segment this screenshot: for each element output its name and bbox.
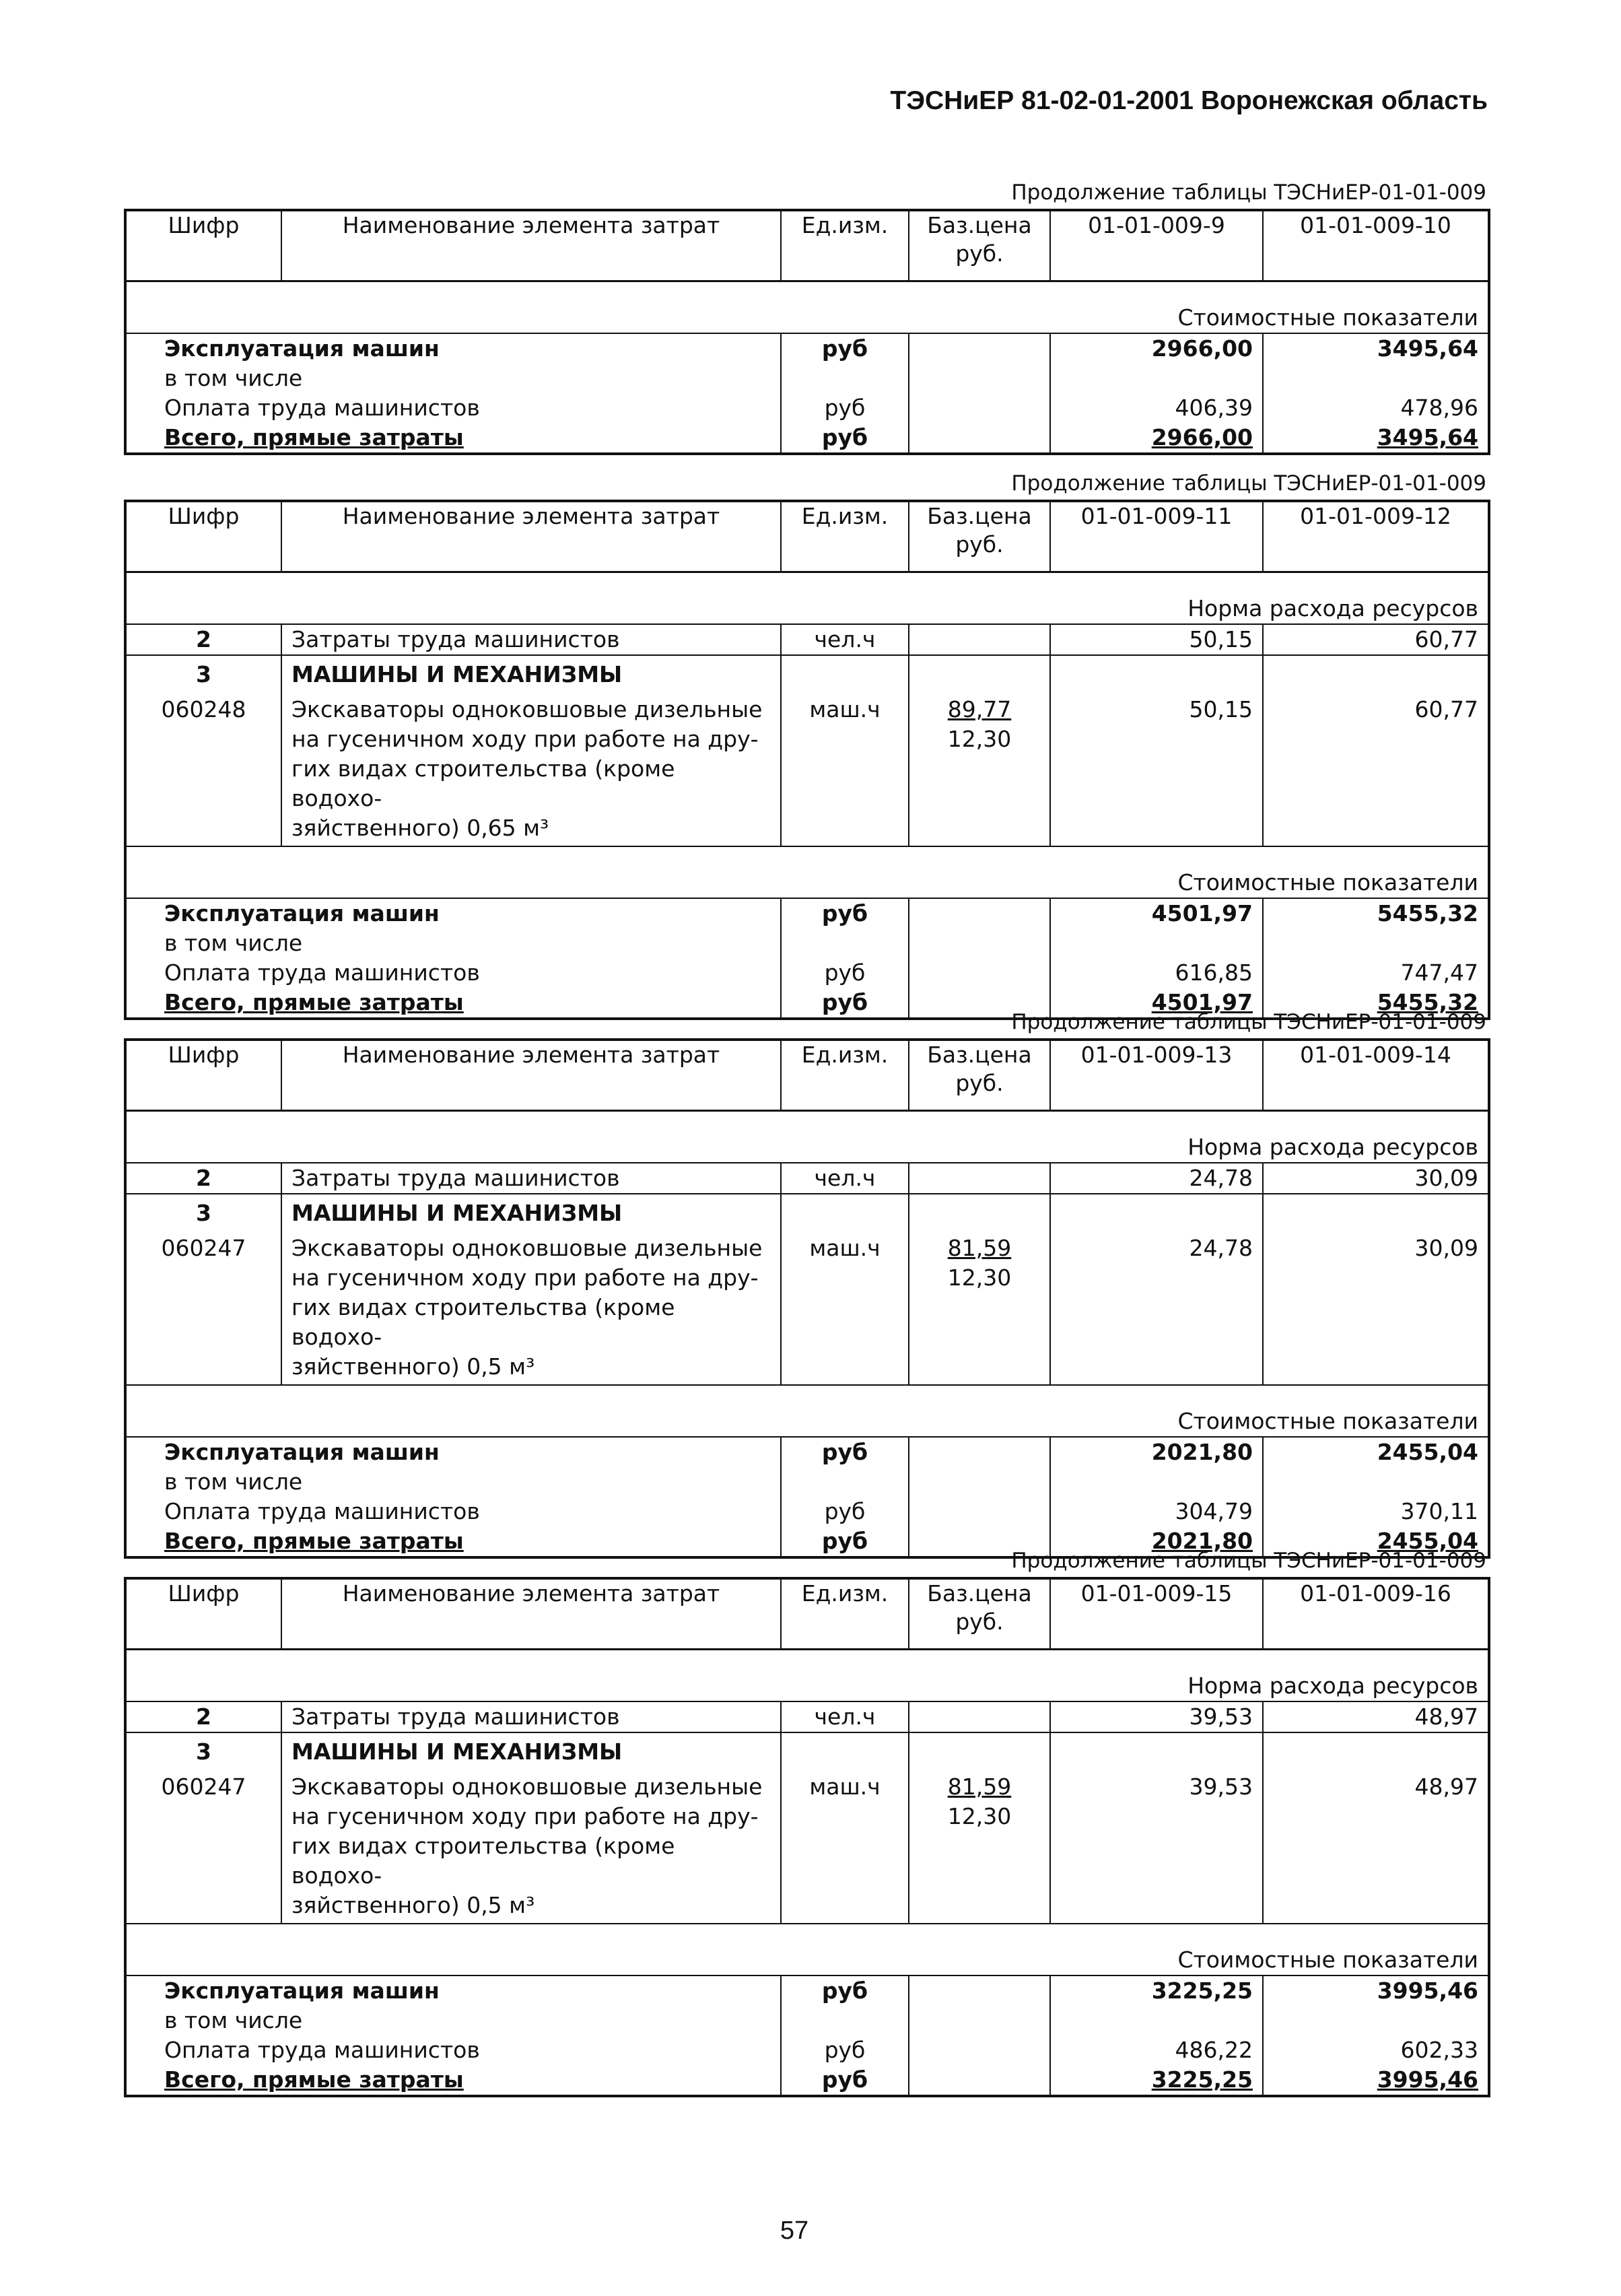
cost-value-2: 747,47 [1400,959,1478,986]
table-header-row [125,210,1489,281]
col-header-rate-2: 01-01-009-12 [1263,501,1489,572]
col-header-base-price: Баз.цена руб. [909,210,1050,281]
cost-name: Оплата труда машинистов [125,958,781,988]
machines-heading: МАШИНЫ И МЕХАНИЗМЫ [281,1194,781,1228]
cost-unit: руб [781,958,909,988]
norm-section-title: Норма расхода ресурсов [125,1130,1489,1163]
resource-name: Экскаваторы одноковшовые дизельные на гусеничном ходу при работе на дру- гих видах строительства (кроме водохо- зяйственного) 0,65 м³ [281,689,781,846]
machine-row [125,689,1489,846]
cost-value-1: 4501,97 [1050,988,1263,1019]
col-header-base-price: Баз.цена руб. [909,1578,1050,1650]
col-header-name: Наименование элемента затрат [281,1040,781,1111]
col-header-rate-1: 01-01-009-9 [1050,210,1263,281]
cost-row-total [125,423,1489,454]
labor-row [125,1701,1489,1732]
cost-value-1: 2966,00 [1050,423,1263,454]
cost-value-1: 4501,97 [1050,898,1263,928]
resource-unit: маш.ч [781,1228,909,1385]
norm-section-title: Норма расхода ресурсов [125,1669,1489,1701]
cost-unit: руб [781,393,909,423]
table-section [124,1545,1488,2097]
resource-unit: чел.ч [781,624,909,655]
col-header-code: Шифр [125,1040,281,1111]
cost-value-1: 486,22 [1050,2035,1263,2065]
norm-section-title-row [125,1669,1489,1701]
cost-row [125,928,1489,958]
cost-section-title: Стоимостные показатели [125,1943,1489,1976]
cost-row [125,2035,1489,2065]
cost-name: Оплата труда машинистов [125,1497,781,1526]
col-header-rate-2: 01-01-009-16 [1263,1578,1489,1650]
resource-value-2: 30,09 [1414,1165,1478,1191]
machines-heading: МАШИНЫ И МЕХАНИЗМЫ [281,655,781,689]
col-header-code: Шифр [125,1578,281,1650]
resource-code: 2 [125,1163,281,1194]
resource-value-1: 39,53 [1050,1767,1263,1924]
resource-code: 060247 [125,1228,281,1385]
cost-name: Всего, прямые затраты [125,2065,781,2096]
resource-name: Экскаваторы одноковшовые дизельные на гусеничном ходу при работе на дру- гих видах строительства (кроме водохо- зяйственного) 0,5 м³ [281,1767,781,1924]
rates-table [124,500,1490,1020]
resource-name: Затраты труда машинистов [281,1163,781,1194]
cost-unit: руб [781,2035,909,2065]
cost-value-1: 406,39 [1050,393,1263,423]
col-header-rate-1: 01-01-009-13 [1050,1040,1263,1111]
machines-heading-row [125,1194,1489,1228]
cost-name: Всего, прямые затраты [125,1526,781,1557]
cost-section-title: Стоимостные показатели [125,301,1489,333]
cost-unit: руб [781,423,909,454]
cost-value-2: 3995,46 [1377,1978,1478,2004]
col-header-code: Шифр [125,210,281,281]
resource-name: Затраты труда машинистов [281,624,781,655]
norm-section-title-row [125,1130,1489,1163]
col-header-rate-2: 01-01-009-10 [1263,210,1489,281]
resource-value-1: 50,15 [1050,624,1263,655]
resource-value-1: 50,15 [1050,689,1263,846]
col-header-name: Наименование элемента затрат [281,210,781,281]
resource-price: 81,59 12,30 [909,1767,1050,1924]
resource-name: Экскаваторы одноковшовые дизельные на гусеничном ходу при работе на дру- гих видах строительства (кроме водохо- зяйственного) 0,5 м³ [281,1228,781,1385]
cost-name: в том числе [125,364,781,393]
cost-name: Всего, прямые затраты [125,423,781,454]
cost-name: Эксплуатация машин [125,898,781,928]
col-header-base-price: Баз.цена руб. [909,1040,1050,1111]
cost-value-2: 5455,32 [1377,989,1478,1015]
cost-name: в том числе [125,928,781,958]
cost-value-2: 3495,64 [1377,335,1478,362]
cost-section-title-row [125,1405,1489,1437]
cost-value-2: 5455,32 [1377,900,1478,926]
cost-value-1: 3225,25 [1050,2065,1263,2096]
page-number: 57 [780,2217,809,2245]
cost-name: Эксплуатация машин [125,1976,781,2006]
cost-name: в том числе [125,1467,781,1497]
cost-row [125,1467,1489,1497]
labor-row [125,624,1489,655]
resource-name: Затраты труда машинистов [281,1701,781,1732]
resource-unit: чел.ч [781,1701,909,1732]
resource-code: 060247 [125,1767,281,1924]
resource-value-2: 60,77 [1414,626,1478,652]
cost-name: Оплата труда машинистов [125,393,781,423]
resource-value-1: 24,78 [1050,1163,1263,1194]
cost-value-2: 3995,46 [1377,2066,1478,2093]
cost-value-2: 3495,64 [1377,424,1478,450]
cost-unit: руб [781,333,909,364]
resource-price: 81,59 12,30 [909,1228,1050,1385]
cost-name: Эксплуатация машин [125,333,781,364]
table-header-row [125,1578,1489,1650]
cost-section-title-row [125,301,1489,333]
rates-table [124,1577,1490,2097]
cost-row [125,393,1489,423]
cost-row-total [125,2065,1489,2096]
col-header-base-price: Баз.цена руб. [909,501,1050,572]
resource-value-1: 24,78 [1050,1228,1263,1385]
machines-heading: МАШИНЫ И МЕХАНИЗМЫ [281,1732,781,1767]
cost-unit: руб [781,1976,909,2006]
machines-heading-row [125,1732,1489,1767]
resource-value-2: 48,97 [1414,1703,1478,1730]
cost-row [125,333,1489,364]
col-header-name: Наименование элемента затрат [281,501,781,572]
resource-code: 3 [125,655,281,689]
machine-row [125,1767,1489,1924]
cost-name: Всего, прямые затраты [125,988,781,1019]
cost-unit: руб [781,1526,909,1557]
col-header-rate-2: 01-01-009-14 [1263,1040,1489,1111]
resource-unit: чел.ч [781,1163,909,1194]
cost-section-title-row [125,866,1489,898]
cost-row [125,2006,1489,2035]
cost-value-1: 2021,80 [1050,1437,1263,1467]
col-header-rate-1: 01-01-009-11 [1050,501,1263,572]
cost-value-2: 478,96 [1400,395,1478,421]
cost-name: Эксплуатация машин [125,1437,781,1467]
resource-code: 060248 [125,689,281,846]
resource-code: 3 [125,1194,281,1228]
cost-section-title: Стоимостные показатели [125,866,1489,898]
resource-unit: маш.ч [781,689,909,846]
resource-value-2: 48,97 [1414,1774,1478,1800]
table-caption: Продолжение таблицы ТЭСНиЕР-01-01-009 [1011,1549,1486,1573]
cost-row [125,898,1489,928]
cost-row [125,1497,1489,1526]
resource-unit: маш.ч [781,1767,909,1924]
col-header-unit: Ед.изм. [781,501,909,572]
resource-code: 3 [125,1732,281,1767]
col-header-unit: Ед.изм. [781,1040,909,1111]
col-header-code: Шифр [125,501,281,572]
cost-value-2: 602,33 [1400,2037,1478,2063]
cost-row [125,364,1489,393]
cost-unit: руб [781,1497,909,1526]
cost-value-1: 3225,25 [1050,1976,1263,2006]
table-header-row [125,501,1489,572]
rates-table [124,1038,1490,1559]
cost-unit: руб [781,2065,909,2096]
resource-value-2: 60,77 [1414,696,1478,722]
col-header-unit: Ед.изм. [781,210,909,281]
cost-name: в том числе [125,2006,781,2035]
col-header-unit: Ед.изм. [781,1578,909,1650]
cost-value-1: 2021,80 [1050,1526,1263,1557]
table-caption: Продолжение таблицы ТЭСНиЕР-01-01-009 [1011,471,1486,496]
cost-value-1: 616,85 [1050,958,1263,988]
labor-row [125,1163,1489,1194]
cost-value-2: 370,11 [1400,1498,1478,1524]
table-section [124,176,1488,455]
col-header-rate-1: 01-01-009-15 [1050,1578,1263,1650]
cost-unit: руб [781,898,909,928]
norm-section-title: Норма расхода ресурсов [125,592,1489,624]
resource-price: 89,77 12,30 [909,689,1050,846]
cost-value-1: 2966,00 [1050,333,1263,364]
page-header-title: ТЭСНиЕР 81-02-01-2001 Воронежская область [890,86,1488,115]
machines-heading-row [125,655,1489,689]
norm-section-title-row [125,592,1489,624]
cost-section-title: Стоимостные показатели [125,1405,1489,1437]
cost-section-title-row [125,1943,1489,1976]
table-header-row [125,1040,1489,1111]
cost-value-1: 304,79 [1050,1497,1263,1526]
table-caption: Продолжение таблицы ТЭСНиЕР-01-01-009 [1011,180,1486,205]
resource-value-2: 30,09 [1414,1235,1478,1261]
resource-code: 2 [125,1701,281,1732]
table-section [124,1006,1488,1559]
cost-unit: руб [781,988,909,1019]
resource-value-1: 39,53 [1050,1701,1263,1732]
cost-row [125,1976,1489,2006]
machine-row [125,1228,1489,1385]
rates-table [124,209,1490,455]
cost-row [125,1437,1489,1467]
cost-value-2: 2455,04 [1377,1439,1478,1465]
table-section [124,467,1488,1020]
col-header-name: Наименование элемента затрат [281,1578,781,1650]
cost-unit: руб [781,1437,909,1467]
table-caption: Продолжение таблицы ТЭСНиЕР-01-01-009 [1011,1010,1486,1034]
cost-value-2: 2455,04 [1377,1528,1478,1554]
cost-name: Оплата труда машинистов [125,2035,781,2065]
resource-code: 2 [125,624,281,655]
cost-row [125,958,1489,988]
